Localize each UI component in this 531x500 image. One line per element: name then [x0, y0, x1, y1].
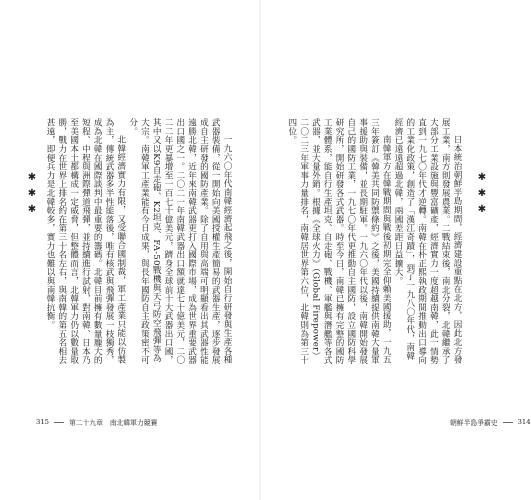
right-paragraph-1: 日本統治朝鮮半島期間，經濟建設重點在北方，因此北方發展工業，南方則發展農業。二戰結束後，南北分裂，北韓繼承了大部分工業設施與豐富礦產，經濟實力一度超越南韓，此一情勢直到一九七〇年代才逆轉。南韓在朴正熙執政期間推動出口導向的工業化政策，創造了「漢江奇蹟」，到了一九八〇年代，南韓經濟已遠遠超過北韓，兩國差距日益擴大。: [393, 118, 462, 365]
left-page-body: [45, 118, 232, 366]
separator-star: ✱: [27, 172, 37, 183]
separator-star: ✱: [477, 172, 487, 183]
right-paragraph-2: 南韓軍方在韓戰期間與戰後初期完全仰賴美國援助，一九五三年簽訂《韓美共同防禦條約》之後，美國持續提供南韓大量軍事援助與裝備，並長期駐軍。一九六〇年代以後，南韓開始發展自己的國防工業，一九七〇年代更推動自主國防，設立國防科學研究所，開始研發各式武器。時至今日，南韓已擁有完整的國防工業體系，能自行生產坦克、自走砲、戰機、軍艦與潛艦等各式武器，並大量外銷。根據《全球火力》（Global Firepower）二〇二三年軍事力量排名，南韓居世界第六位，北韓則為第三十四位。: [286, 118, 392, 365]
left-paragraph-1: 一九六〇年代南韓經濟起飛之後，開始自行研發與生產各種武器裝備，從一開始向美國授權生產簡易的武器生產，逐步發展成自主研發的國防產業。除了自用與高端可明顯看出其武器性能遠勝北韓，近年來南韓武器更打入國際市場，成為世界重要武器出口國之一。二〇二一年南韓武器出口額就達七十億美元，二〇二二年更暴增至一百七十億美元，躋身全球前十大武器出口國，其中又以K9自走砲、K2坦克、FA-50戰機與天弓防空飛彈等為大宗。南韓軍工產業能有今日成果，與長年國防自主政策密不可分。: [127, 118, 232, 365]
section-separator-right: [476, 170, 488, 218]
running-head: 朝鮮半島爭霸史: [450, 419, 498, 427]
left-page: [0, 0, 260, 500]
footer-dash: [54, 422, 64, 423]
running-head: 第二十九章 南北韓軍力競賽: [68, 419, 158, 427]
right-page: [260, 0, 531, 500]
left-page-footer: [36, 417, 157, 427]
footer-dash: [503, 422, 513, 423]
page-number: 314: [517, 418, 531, 426]
separator-star: ✱: [477, 204, 487, 215]
right-page-footer: [450, 417, 531, 427]
left-paragraph-2: 北韓經濟實力有限，又受聯合國制裁，軍工產業只能以仿製為主，傳統武器多半性能落後，唯有核武與飛彈發展一枝獨秀，成為北韓在國際談判中最重要的籌碼。北韓目前擁有數量龐大的短程、中程與洲際彈道飛彈，並持續進行試射，對南韓、日本乃至美國本土都構成一定威脅，但整體而言，北韓軍力仍以數量取勝，戰力在世界上排名約在第三十名左右，與南韓的第五名相去甚遠，即便兵力是北韓較多，實力也難以與南韓抗衡。: [45, 118, 126, 365]
section-separator-left: [26, 170, 38, 218]
separator-star: ✱: [477, 188, 487, 199]
separator-star: ✱: [27, 204, 37, 215]
page-number: 315: [36, 418, 49, 426]
separator-star: ✱: [27, 188, 37, 199]
book-spine: [259, 0, 261, 500]
right-page-body: [280, 118, 462, 366]
